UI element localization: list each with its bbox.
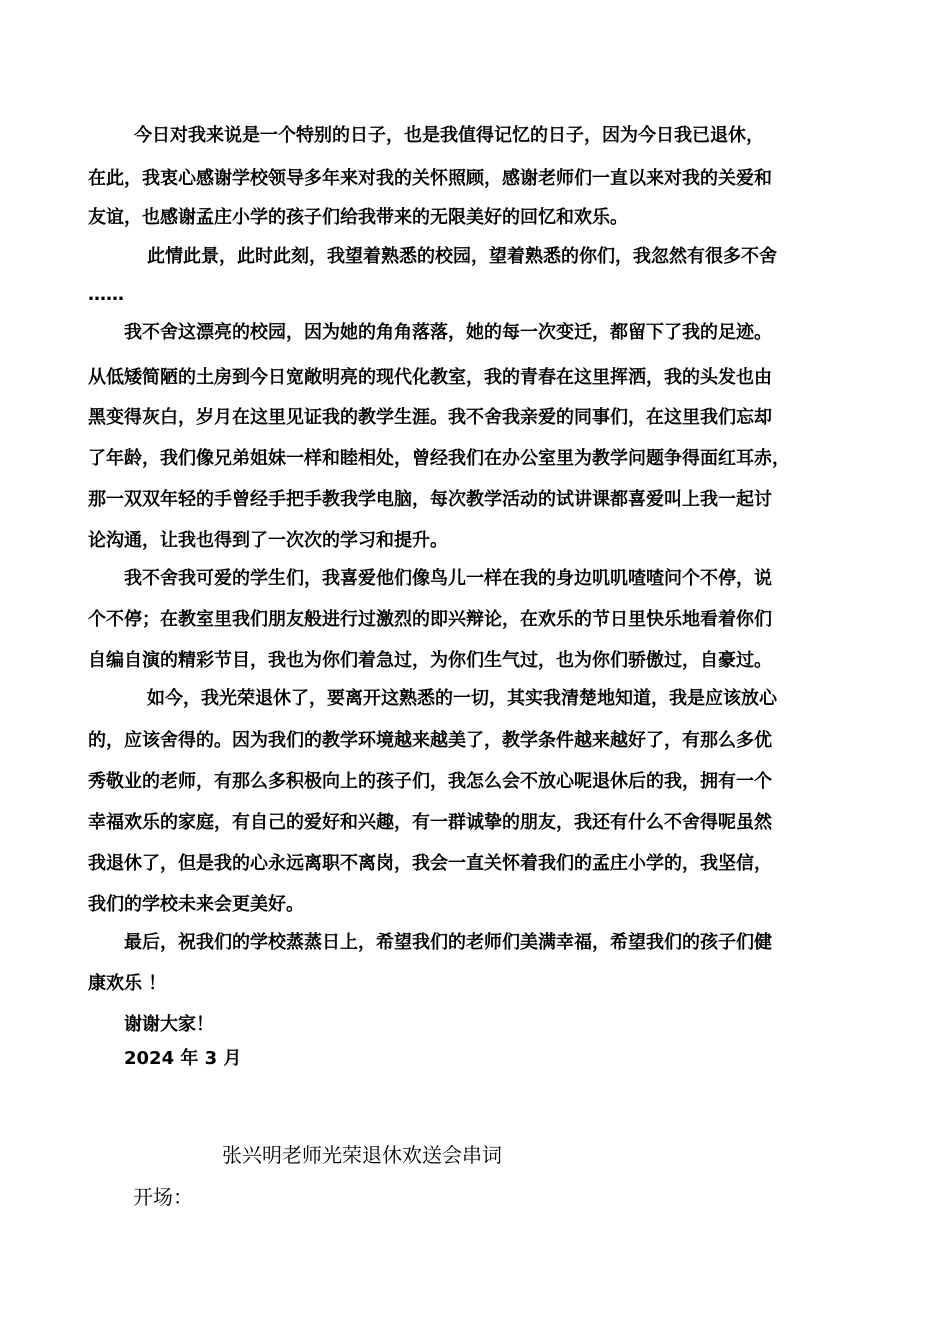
letter-line: 那一双双年轻的手曾经手把手教我学电脑，每次教学活动的试讲课都喜爱叫上我一起讨: [88, 489, 772, 510]
letter-date: 2024 年 3 月: [124, 1048, 242, 1069]
letter-line: 了年龄，我们像兄弟姐妹一样和睦相处，曾经我们在办公室里为教学问题争得面红耳赤，: [88, 448, 790, 469]
letter-line: 康欢乐 ！: [88, 973, 167, 994]
letter-line: ……: [88, 284, 124, 305]
letter-line: 自编自演的精彩节目，我也为你们着急过，为你们生气过，也为你们骄傲过，自豪过。: [88, 650, 772, 671]
script-title: 张兴明老师光荣退休欢送会串词: [222, 1143, 502, 1167]
letter-line: 我不舍我可爱的学生们，我喜爱他们像鸟儿一样在我的身边叽叽喳喳问个不停，说: [124, 568, 772, 589]
letter-line: 的，应该舍得的。因为我们的教学环境越来越美了，教学条件越来越好了，有那么多优: [88, 730, 772, 751]
letter-line: 秀敬业的老师，有那么多积极向上的孩子们，我怎么会不放心呢退休后的我，拥有一个: [88, 771, 772, 792]
letter-line: 我们的学校未来会更美好。: [88, 894, 304, 915]
letter-line: 幸福欢乐的家庭，有自己的爱好和兴趣，有一群诚挚的朋友，我还有什么不舍得呢虽然: [88, 812, 772, 833]
opening-label: 开场：: [133, 1185, 193, 1209]
letter-line: 论沟通，让我也得到了一次次的学习和提升。: [88, 530, 448, 551]
letter-line: 如今，我光荣退休了，要离开这熟悉的一切，其实我清楚地知道，我是应该放心: [147, 688, 777, 709]
letter-line: 在此，我衷心感谢学校领导多年来对我的关怀照顾，感谢老师们一直以来对我的关爱和: [88, 168, 772, 189]
letter-line: 今日对我来说是一个特别的日子，也是我值得记忆的日子，因为今日我已退休，: [134, 125, 764, 146]
letter-line: 从低矮简陋的土房到今日宽敞明亮的现代化教室，我的青春在这里挥洒，我的头发也由: [88, 367, 772, 388]
letter-line: 黑变得灰白，岁月在这里见证我的教学生涯。我不舍我亲爱的同事们，在这里我们忘却: [88, 407, 772, 428]
letter-line: 此情此景，此时此刻，我望着熟悉的校园，望着熟悉的你们，我忽然有很多不舍: [147, 246, 777, 267]
letter-line: 我退休了，但是我的心永远离职不离岗，我会一直关怀着我们的孟庄小学的，我坚信，: [88, 853, 772, 874]
letter-line: 最后，祝我们的学校蒸蒸日上，希望我们的老师们美满幸福，希望我们的孩子们健: [124, 932, 772, 953]
letter-line: 个不停；在教室里我们朋友般进行过激烈的即兴辩论，在欢乐的节日里快乐地看着你们: [88, 609, 772, 630]
letter-closing: 谢谢大家！: [124, 1014, 214, 1035]
letter-line: 友谊，也感谢孟庄小学的孩子们给我带来的无限美好的回忆和欢乐。: [88, 207, 628, 228]
letter-line: 我不舍这漂亮的校园，因为她的角角落落，她的每一次变迁，都留下了我的足迹。: [124, 322, 772, 343]
